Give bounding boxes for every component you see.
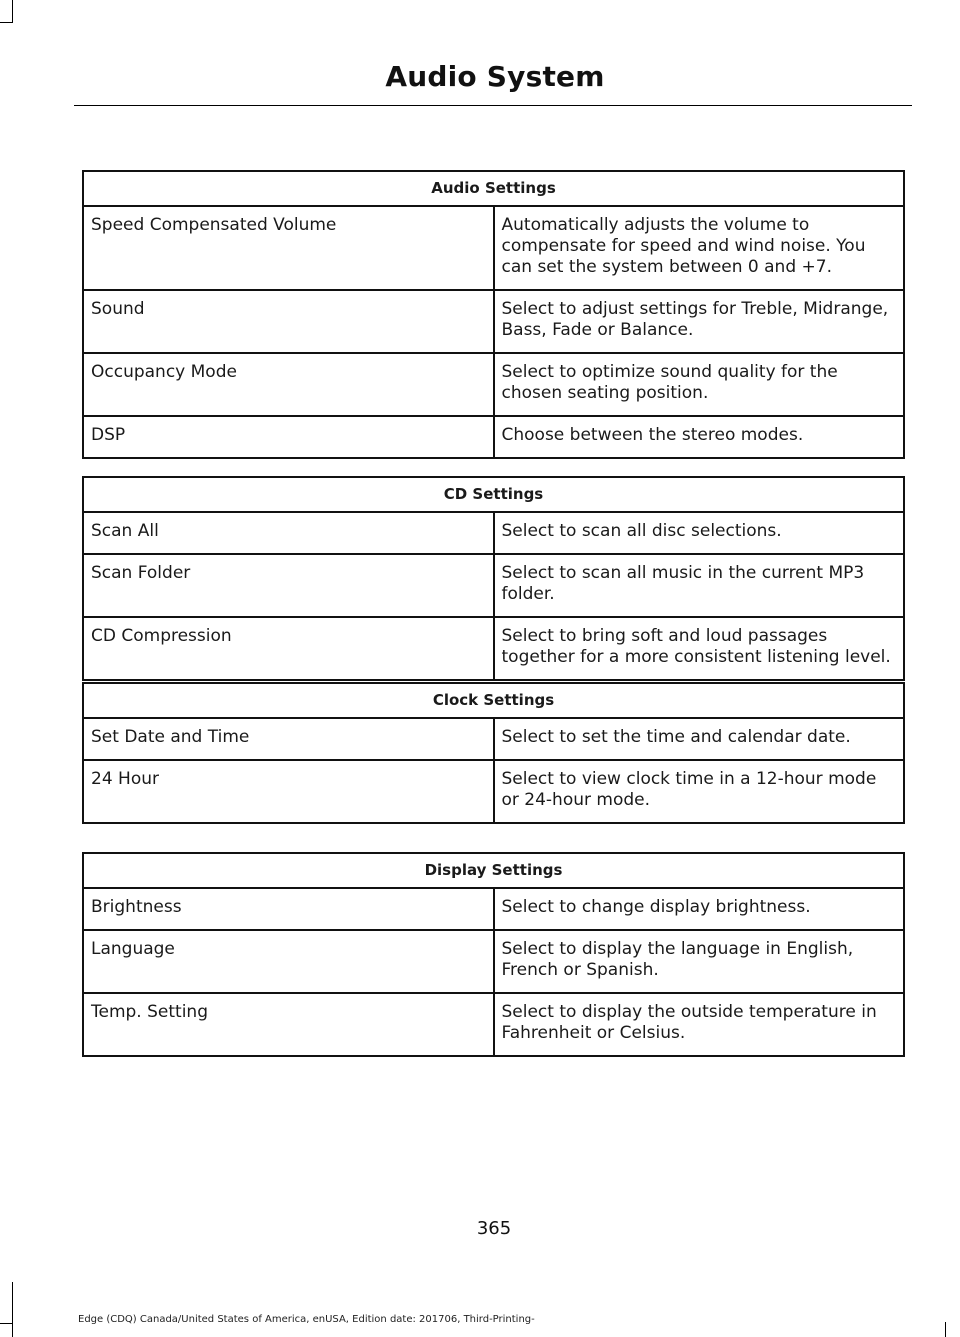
table-row bbox=[83, 617, 904, 680]
setting-name: Sound bbox=[83, 290, 494, 353]
setting-description: Select to display the language in English, French or Spanish. bbox=[494, 930, 905, 993]
setting-name: Occupancy Mode bbox=[83, 353, 494, 416]
table-row bbox=[83, 353, 904, 416]
table-title: CD Settings bbox=[83, 477, 904, 512]
setting-name: Speed Compensated Volume bbox=[83, 206, 494, 290]
table-row bbox=[83, 993, 904, 1056]
cd-settings-table bbox=[82, 476, 905, 681]
setting-description: Choose between the stereo modes. bbox=[494, 416, 905, 458]
table-row bbox=[83, 718, 904, 760]
setting-description: Automatically adjusts the volume to compensate for speed and wind noise. You can set the system between 0 and +7. bbox=[494, 206, 905, 290]
table-row bbox=[83, 930, 904, 993]
table-title: Display Settings bbox=[83, 853, 904, 888]
setting-description: Select to view clock time in a 12-hour mode or 24-hour mode. bbox=[494, 760, 905, 823]
header-divider bbox=[74, 105, 912, 106]
table-row bbox=[83, 554, 904, 617]
setting-name: CD Compression bbox=[83, 617, 494, 680]
table-row bbox=[83, 290, 904, 353]
setting-name: Set Date and Time bbox=[83, 718, 494, 760]
table-row bbox=[83, 512, 904, 554]
crop-mark-bottom-right-v bbox=[945, 1322, 946, 1337]
display-settings-table bbox=[82, 852, 905, 1057]
crop-mark-top-left-h bbox=[0, 22, 13, 23]
setting-name: Scan All bbox=[83, 512, 494, 554]
setting-description: Select to scan all disc selections. bbox=[494, 512, 905, 554]
setting-description: Select to scan all music in the current MP3 folder. bbox=[494, 554, 905, 617]
setting-name: Brightness bbox=[83, 888, 494, 930]
setting-description: Select to adjust settings for Treble, Midrange, Bass, Fade or Balance. bbox=[494, 290, 905, 353]
table-title: Audio Settings bbox=[83, 171, 904, 206]
crop-mark-top-left-v bbox=[12, 0, 13, 22]
edition-footer: Edge (CDQ) Canada/United States of America, enUSA, Edition date: 201706, Third-Printing- bbox=[78, 1314, 535, 1325]
setting-name: Temp. Setting bbox=[83, 993, 494, 1056]
setting-description: Select to set the time and calendar date. bbox=[494, 718, 905, 760]
table-row bbox=[83, 888, 904, 930]
table-title: Clock Settings bbox=[83, 683, 904, 718]
table-row bbox=[83, 760, 904, 823]
crop-mark-bottom-left-v bbox=[12, 1282, 13, 1337]
setting-description: Select to display the outside temperature in Fahrenheit or Celsius. bbox=[494, 993, 905, 1056]
page-number: 365 bbox=[476, 1218, 512, 1239]
page-title: Audio System bbox=[385, 60, 605, 93]
setting-name: 24 Hour bbox=[83, 760, 494, 823]
table-row bbox=[83, 416, 904, 458]
setting-name: Scan Folder bbox=[83, 554, 494, 617]
crop-mark-bottom-left-h bbox=[0, 1323, 13, 1324]
audio-settings-table bbox=[82, 170, 905, 459]
setting-name: DSP bbox=[83, 416, 494, 458]
table-row bbox=[83, 206, 904, 290]
setting-description: Select to bring soft and loud passages together for a more consistent listening level. bbox=[494, 617, 905, 680]
setting-description: Select to optimize sound quality for the chosen seating position. bbox=[494, 353, 905, 416]
clock-settings-table bbox=[82, 682, 905, 824]
setting-description: Select to change display brightness. bbox=[494, 888, 905, 930]
setting-name: Language bbox=[83, 930, 494, 993]
